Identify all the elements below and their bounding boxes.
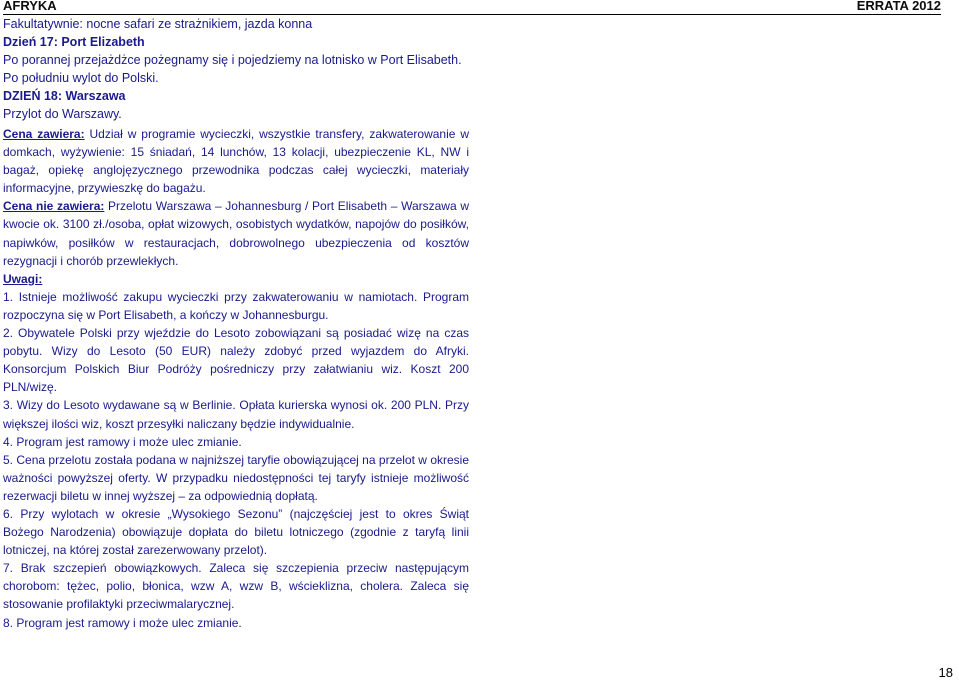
intro-line-transfer: Po porannej przejażdżce pożegnamy się i pojedziemy na lotnisko w Port Elisabeth. bbox=[3, 53, 462, 67]
terms-section bbox=[3, 125, 469, 632]
intro-line-flight: Po południu wylot do Polski. bbox=[3, 71, 159, 85]
price-includes-paragraph bbox=[3, 125, 469, 197]
day-18-heading: DZIEŃ 18: Warszawa bbox=[3, 89, 126, 103]
header-title: AFRYKA bbox=[3, 0, 57, 13]
price-includes-text: Udział w programie wycieczki, wszystkie transfery, zakwaterowanie w domkach, wyżywienie: 15 śniadań, 14 lunchów, 13 kolacji, ubezpieczenie KL, NW i bagaż, opiekę anglojęzycznego przewodnika podczas całej wycieczki, materiały informacyjne, przywieszkę do bagażu. bbox=[3, 127, 469, 196]
intro-line-arrival: Przylot do Warszawy. bbox=[3, 107, 122, 121]
price-includes-label: Cena zawiera: bbox=[3, 127, 85, 141]
intro-line-optional: Fakultatywnie: nocne safari ze strażnikiem, jazda konna bbox=[3, 17, 313, 31]
notes-heading-paragraph bbox=[3, 270, 469, 288]
note-item: 3. Wizy do Lesoto wydawane są w Berlinie. Opłata kurierska wynosi ok. 200 PLN. Przy większej ilości wiz, koszt przesyłki naliczany będzie indywidualnie. bbox=[3, 398, 469, 431]
notes-label: Uwagi: bbox=[3, 271, 43, 286]
note-item: 4. Program jest ramowy i może ulec zmianie. bbox=[3, 434, 242, 449]
price-excludes-label: Cena nie zawiera: bbox=[3, 199, 105, 214]
page-header bbox=[3, 0, 941, 15]
price-excludes-paragraph bbox=[3, 197, 469, 269]
page-number: 18 bbox=[938, 665, 953, 680]
header-edition: ERRATA 2012 bbox=[856, 0, 941, 13]
itinerary-section bbox=[3, 15, 603, 123]
note-item: 1. Istnieje możliwość zakupu wycieczki przy zakwaterowaniu w namiotach. Program rozpoczyna się w Port Elisabeth, a kończy w Johannesburgu. bbox=[3, 289, 469, 322]
day-17-heading: Dzień 17: Port Elizabeth bbox=[3, 35, 145, 49]
note-item: 5. Cena przelotu została podana w najniższej taryfie obowiązującej na przelot w okresie ważności powyższej oferty. W przypadku niedostępności tej taryfy istnieje możliwość rezerwacji biletu w innej wyższej – za odpowiednią dopłatą. bbox=[3, 452, 469, 503]
note-item: 8. Program jest ramowy i może ulec zmianie. bbox=[3, 615, 242, 630]
note-item: 2. Obywatele Polski przy wjeździe do Lesoto zobowiązani są posiadać wizę na czas pobytu. Wizy do Lesoto (50 EUR) należy zdobyć przed wyjazdem do Afryki. Konsorcjum Polskich Biur Podróży pośredniczy przy załatwianiu wiz. Koszt 200 PLN/wizę. bbox=[3, 326, 469, 395]
price-excludes-text: Przelotu Warszawa – Johannesburg / Port Elisabeth – Warszawa w kwocie ok. 3100 zł./osoba, opłat wizowych, osobistych wydatków, napojów do posiłków, napiwków, posiłków w restauracjach, dobrowolnego ubezpieczenia od kosztów rezygnacji i chorób przewlekłych. bbox=[3, 199, 469, 268]
note-item: 7. Brak szczepień obowiązkowych. Zaleca się szczepienia przeciw następującym chorobom: tężec, polio, błonica, wzw A, wzw B, wścieklizna, cholera. Zaleca się stosowanie profilaktyki przeciwmalarycznej. bbox=[3, 561, 469, 612]
note-item: 6. Przy wylotach w okresie „Wysokiego Sezonu” (najczęściej jest to okres Świąt Bożego Narodzenia) obowiązuje dopłata do biletu lotniczego (zgodnie z taryfą linii lotniczej, na której został zarezerwowany przelot). bbox=[3, 506, 469, 558]
